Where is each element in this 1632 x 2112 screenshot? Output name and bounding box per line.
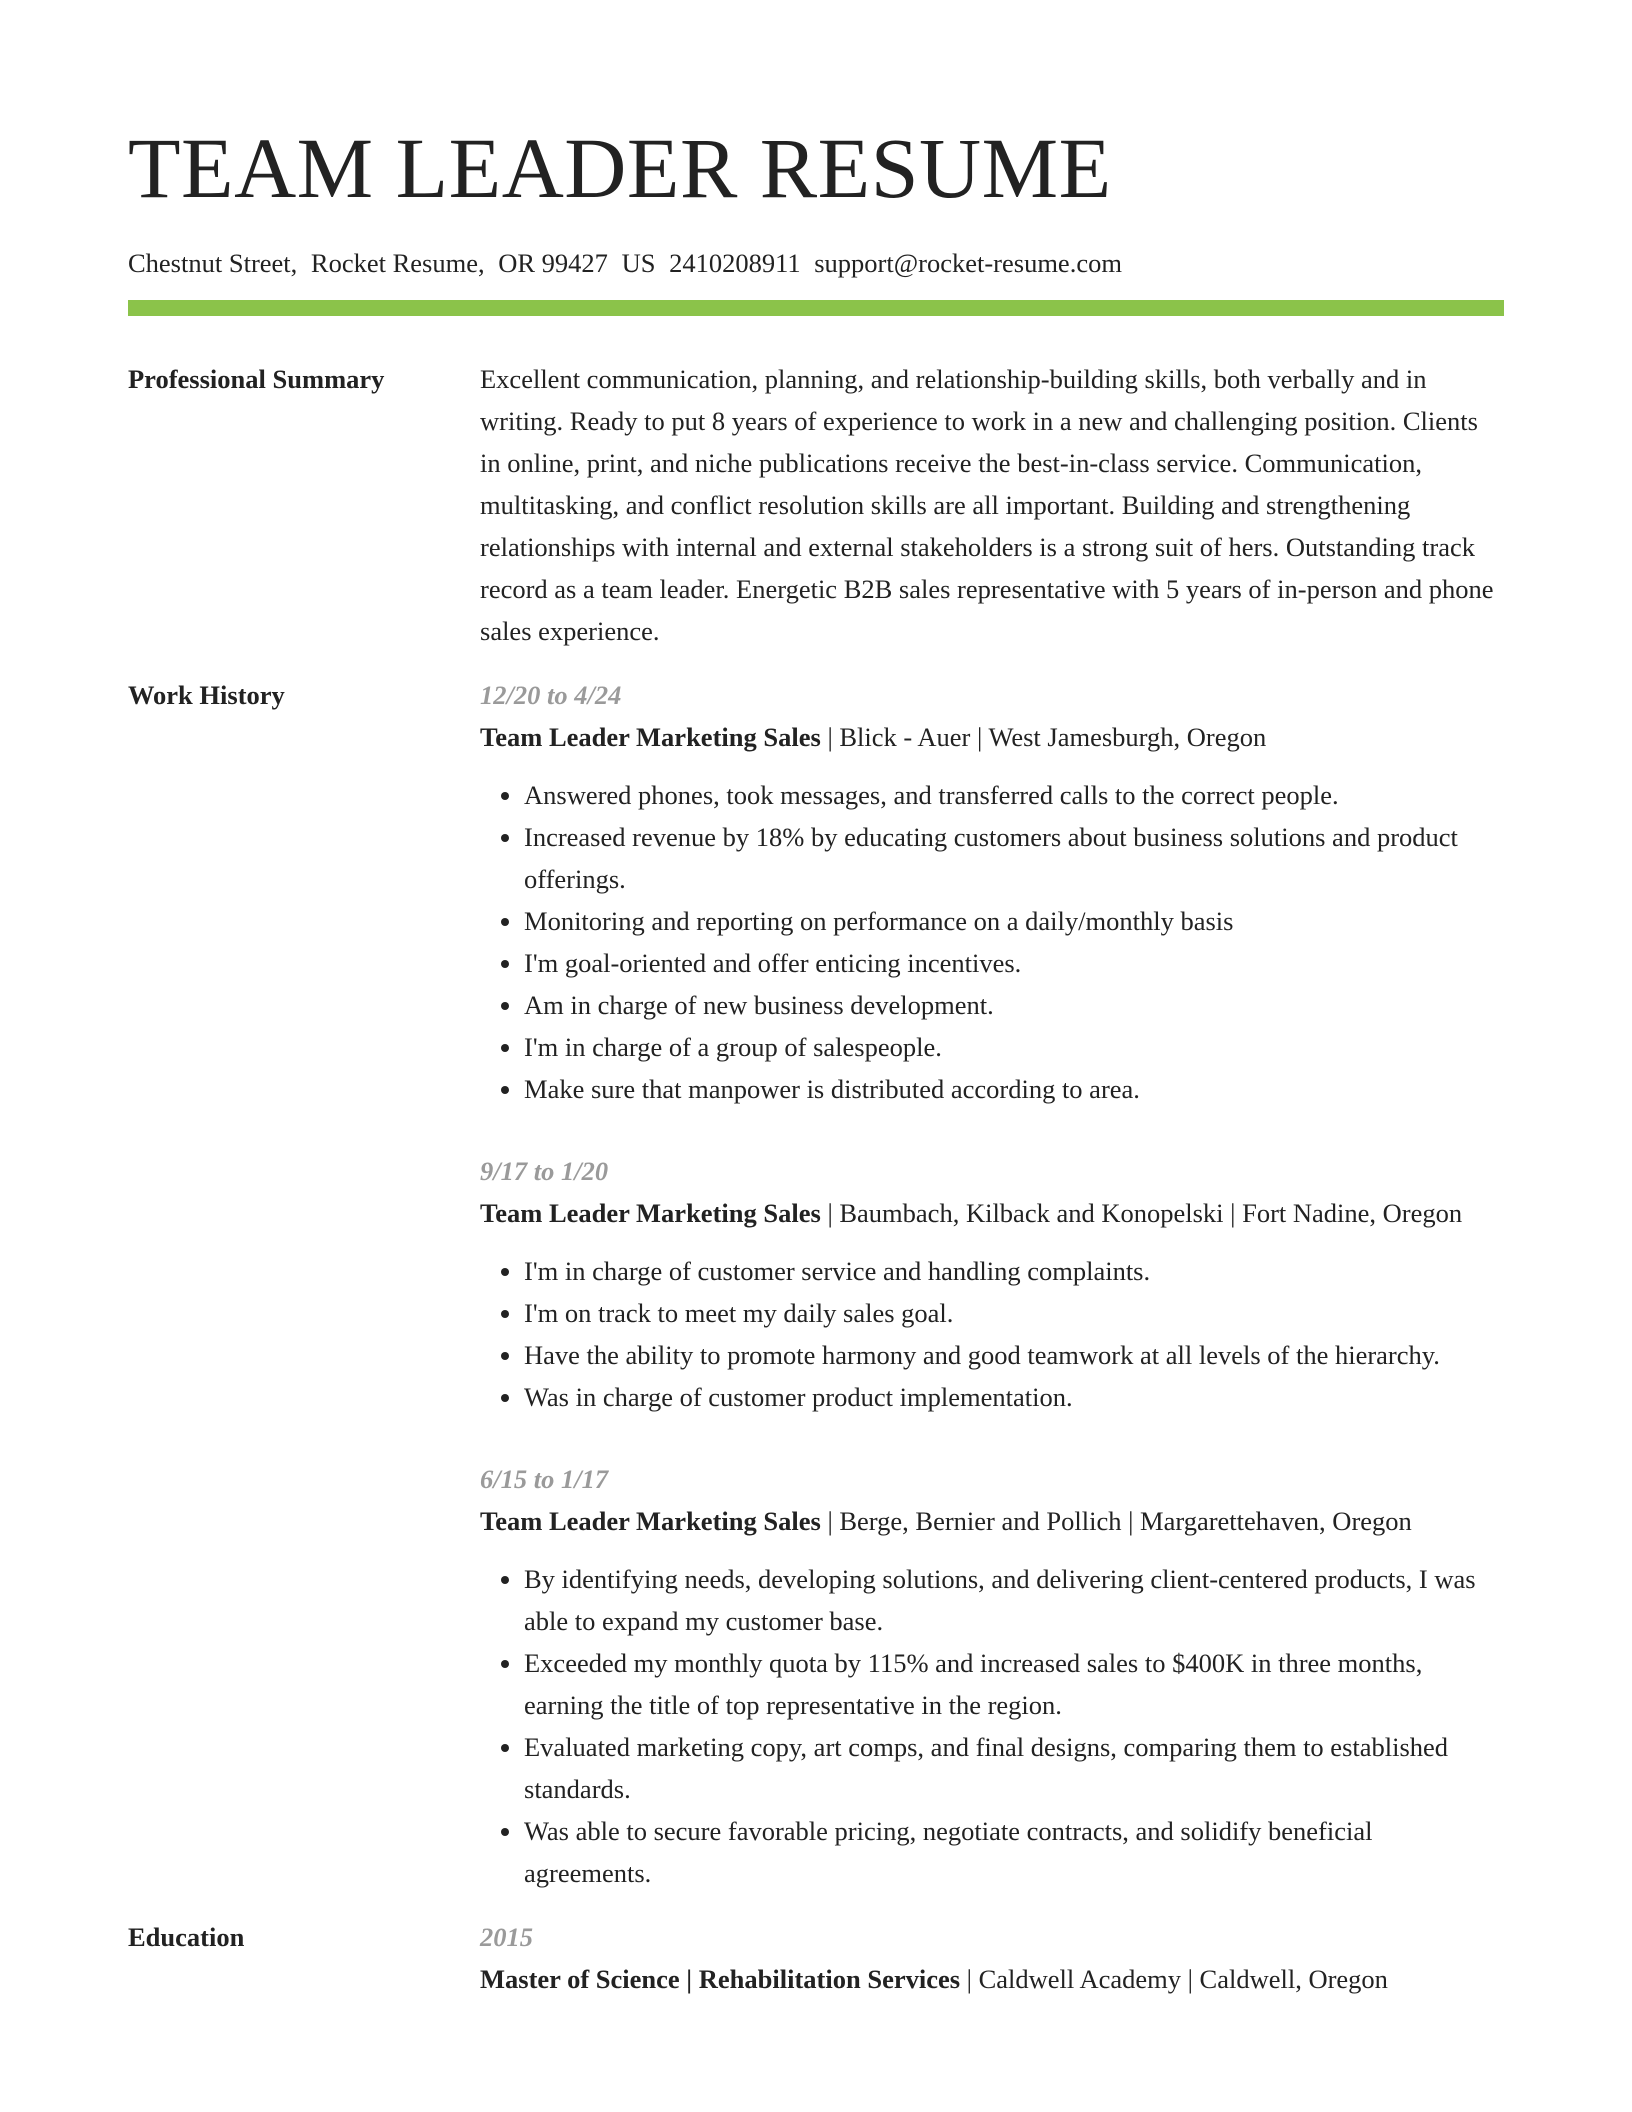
resume-title: TEAM LEADER RESUME	[128, 120, 1112, 216]
job-bullets	[480, 1558, 1504, 1894]
job-bullet: • I'm goal-oriented and offer enticing incentives.	[524, 942, 1504, 984]
job-date: 12/20 to 4/24	[480, 680, 622, 710]
job-bullet: • I'm on track to meet my daily sales goal.	[524, 1292, 1504, 1334]
job-bullets	[480, 1250, 1504, 1418]
job-title: Team Leader Marketing Sales	[480, 1198, 821, 1228]
job-date: 9/17 to 1/20	[480, 1156, 609, 1186]
job-bullets	[480, 774, 1504, 1110]
job-role-line	[480, 716, 1504, 758]
summary-body	[480, 358, 1504, 652]
education-section	[128, 1916, 1504, 2000]
job-bullet: • Exceeded my monthly quota by 115% and increased sales to $400K in three months, earning the title of top representative in the region.	[524, 1642, 1504, 1726]
contact-email: support@rocket-resume.com	[814, 248, 1122, 278]
job-details: | Berge, Bernier and Pollich | Margarettehaven, Oregon	[820, 1506, 1412, 1536]
job-bullet: • Was in charge of customer product implementation.	[524, 1376, 1504, 1418]
job-bullet: • I'm in charge of a group of salespeople.	[524, 1026, 1504, 1068]
job-bullet: • Evaluated marketing copy, art comps, and final designs, comparing them to established standards.	[524, 1726, 1504, 1810]
job-bullet: • By identifying needs, developing solutions, and delivering client-centered products, I was able to expand my customer base.	[524, 1558, 1504, 1642]
contact-country: US	[621, 248, 656, 278]
accent-divider	[128, 300, 1504, 316]
job-entry	[480, 1458, 1504, 1894]
contact-phone: 2410208911	[669, 248, 801, 278]
job-details: | Baumbach, Kilback and Konopelski | Fort Nadine, Oregon	[820, 1198, 1463, 1228]
job-role-line	[480, 1500, 1504, 1542]
job-title: Team Leader Marketing Sales	[480, 1506, 821, 1536]
job-bullet: • Monitoring and reporting on performance on a daily/monthly basis	[524, 900, 1504, 942]
summary-section	[128, 358, 1504, 652]
summary-heading: Professional Summary	[128, 364, 385, 394]
job-bullet: • Answered phones, took messages, and transferred calls to the correct people.	[524, 774, 1504, 816]
job-bullet: • Make sure that manpower is distributed according to area.	[524, 1068, 1504, 1110]
job-bullet: • Was able to secure favorable pricing, negotiate contracts, and solidify beneficial agreements.	[524, 1810, 1504, 1894]
job-entry	[480, 674, 1504, 1110]
education-degree-line	[480, 1958, 1504, 2000]
job-details: | Blick - Auer | West Jamesburgh, Oregon	[820, 722, 1267, 752]
contact-line	[128, 246, 1504, 280]
job-bullet: • Have the ability to promote harmony and good teamwork at all levels of the hierarchy.	[524, 1334, 1504, 1376]
summary-text: Excellent communication, planning, and relationship-building skills, both verbally and in writing. Ready to put 8 years of experience to work in a new and challenging position. Clients in online, print, and niche publications receive the best-in-class service. Communication, multitasking, and conflict resolution skills are all important. Building and strengthening relationships with internal and external stakeholders is a strong suit of hers. Outstanding track record as a team leader. Energetic B2B sales representative with 5 years of in-person and phone sales experience.	[480, 364, 1494, 646]
contact-street: Chestnut Street,	[128, 248, 298, 278]
job-role-line	[480, 1192, 1504, 1234]
education-date: 2015	[480, 1922, 533, 1952]
job-date: 6/15 to 1/17	[480, 1464, 609, 1494]
job-title: Team Leader Marketing Sales	[480, 722, 821, 752]
job-bullet: • Am in charge of new business development.	[524, 984, 1504, 1026]
work-history-heading: Work History	[128, 680, 285, 710]
work-history-body	[480, 674, 1504, 1894]
contact-state-zip: OR 99427	[498, 248, 608, 278]
work-history-section	[128, 674, 1504, 1894]
job-bullet: • Increased revenue by 18% by educating customers about business solutions and product offerings.	[524, 816, 1504, 900]
education-degree: Master of Science | Rehabilitation Services	[480, 1964, 961, 1994]
contact-city: Rocket Resume,	[310, 248, 485, 278]
education-body	[480, 1916, 1504, 2000]
education-details: | Caldwell Academy | Caldwell, Oregon	[960, 1964, 1388, 1994]
job-bullet: • I'm in charge of customer service and handling complaints.	[524, 1250, 1504, 1292]
job-entry	[480, 1150, 1504, 1418]
education-heading: Education	[128, 1922, 245, 1952]
